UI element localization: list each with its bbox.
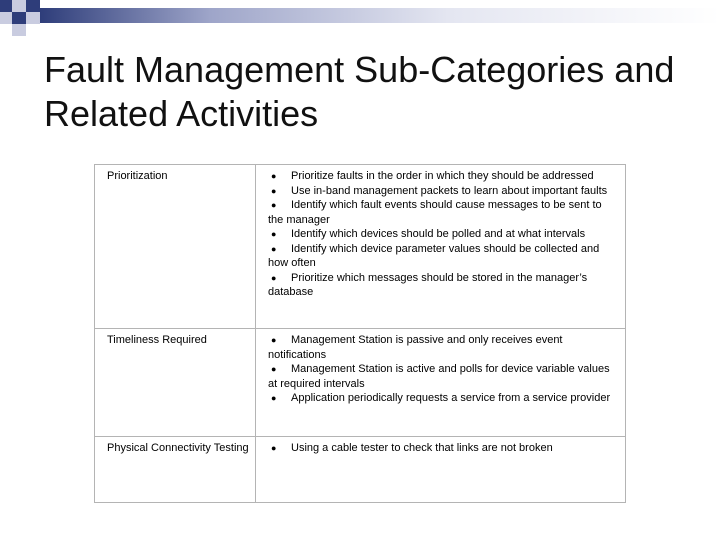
activities-cell (256, 329, 626, 437)
bullet-icon: ● (271, 272, 277, 283)
category-cell: Physical Connectivity Testing (95, 437, 256, 503)
bullet-icon: ● (271, 185, 277, 196)
category-cell: Timeliness Required (95, 329, 256, 437)
bullet-icon: ● (271, 243, 277, 254)
category-cell: Prioritization (95, 165, 256, 329)
table-row (95, 437, 626, 503)
activities-cell (256, 437, 626, 503)
header-gradient-bar (40, 8, 720, 23)
decor-square (12, 0, 26, 12)
activity-item: ● Application periodically requests a service from a service provider (268, 391, 619, 406)
decor-square (12, 24, 26, 36)
activities-table (94, 164, 626, 503)
activity-item: ● Identify which device parameter values should be collected and how often (268, 242, 600, 269)
bullet-icon: ● (271, 393, 277, 403)
activity-item: ● Use in-band management packets to learn about important faults (268, 184, 619, 199)
decor-square (0, 0, 12, 12)
activity-item: ● Identify which devices should be polled and at what intervals (268, 227, 619, 242)
activity-item: ● Prioritize which messages should be stored in the manager’s database (268, 271, 588, 298)
table-row (95, 329, 626, 437)
activity-item: ● Prioritize faults in the order in which they should be addressed (268, 169, 619, 184)
activities-cell (256, 165, 626, 329)
bullet-icon: ● (271, 443, 277, 453)
bullet-icon: ● (271, 171, 277, 181)
bullet-icon: ● (271, 364, 277, 374)
decor-square (12, 12, 26, 24)
decor-square (26, 0, 40, 12)
activity-item: ● Management Station is active and polls for device variable values at required intervals (268, 363, 610, 390)
bullet-icon: ● (271, 200, 277, 210)
activity-item: ● Using a cable tester to check that links are not broken (268, 441, 619, 456)
decor-square (26, 12, 40, 24)
bullet-icon: ● (271, 229, 277, 239)
bullet-icon: ● (271, 335, 277, 345)
decor-square (0, 12, 12, 24)
activity-item: ● Identify which fault events should cause messages to be sent to the manager (268, 199, 602, 226)
table-row (95, 165, 626, 329)
activity-item: ● Management Station is passive and only receives event notifications (268, 334, 563, 361)
slide-title: Fault Management Sub-Categories and Related Activities (44, 49, 675, 134)
